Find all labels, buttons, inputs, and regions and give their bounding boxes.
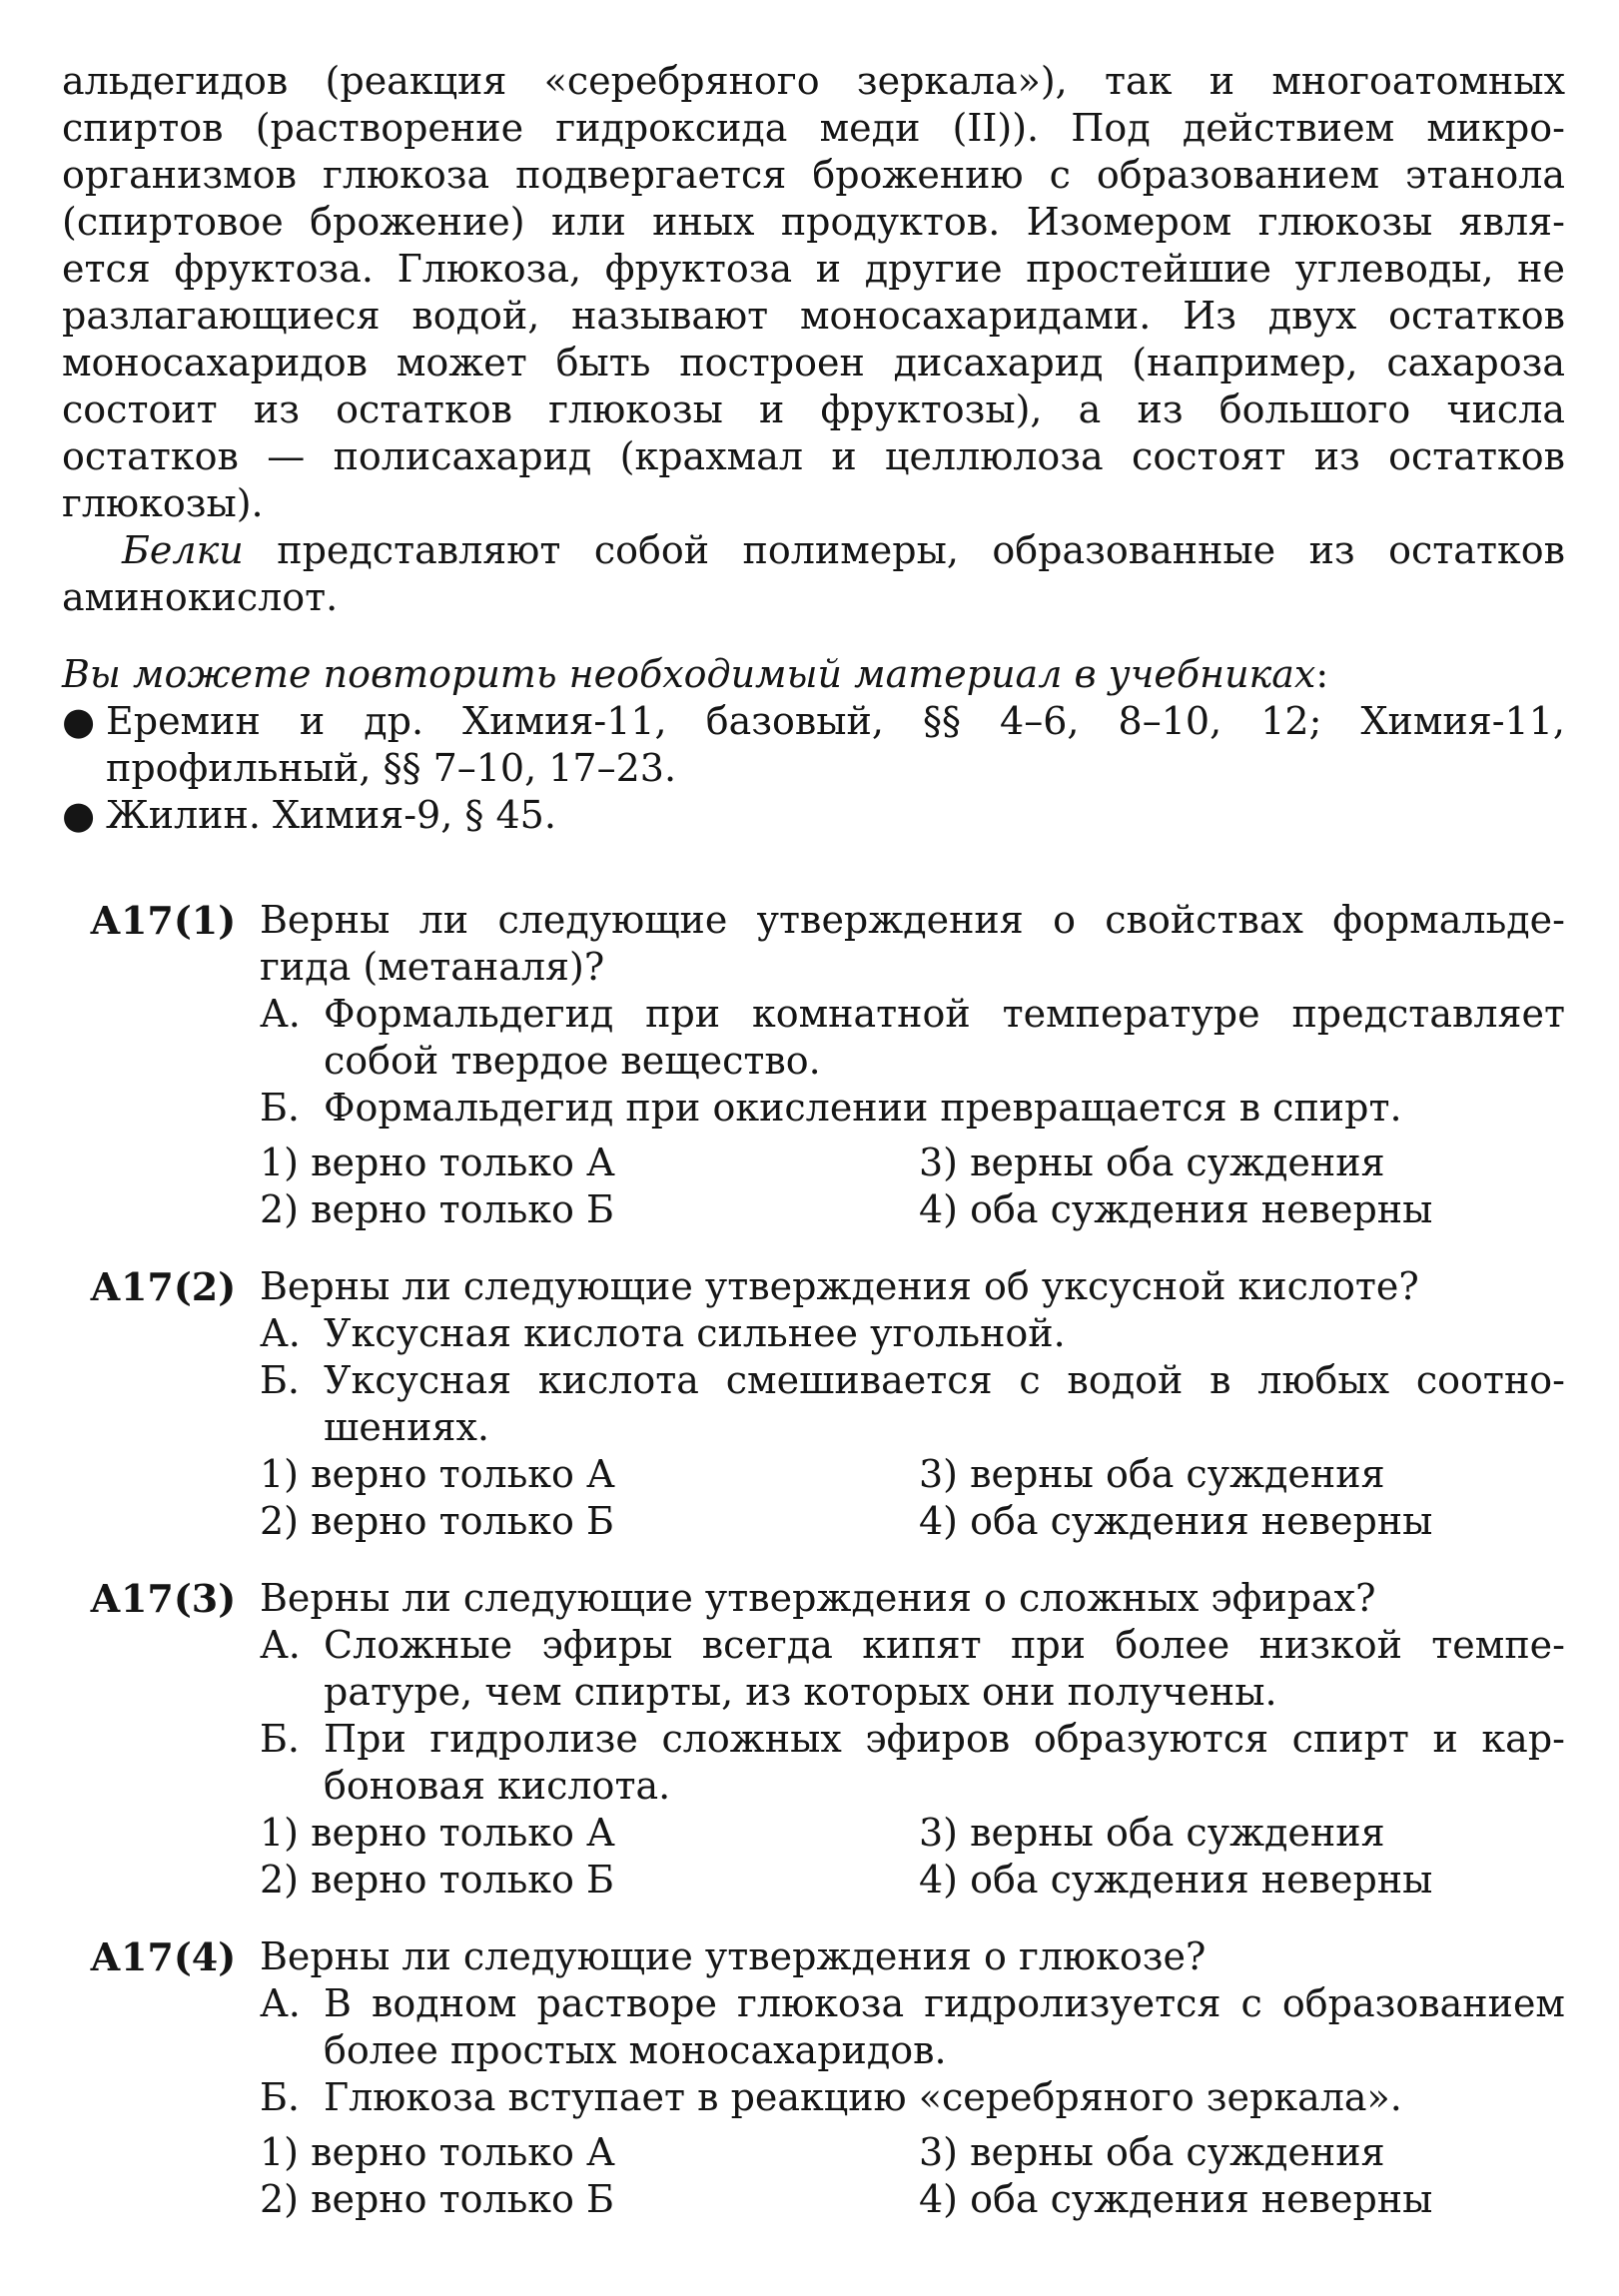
question-text: Верны ли следующие утверждения о сложных эфирах? (260, 1576, 1376, 1620)
answer-option-4[interactable]: 4) оба суждения неверны (919, 1187, 1433, 1231)
statement-text: ратуре, чем спирты, из которых они получены. (324, 1670, 1277, 1714)
statement-text: Формальдегид при окислении превращается в спирт. (324, 1086, 1402, 1130)
answer-options (260, 1810, 1565, 1904)
answer-option-1[interactable]: 1) верно только А (260, 2130, 615, 2174)
answer-option-4[interactable]: 4) оба суждения неверны (919, 1858, 1433, 1902)
answer-option-2[interactable]: 2) верно только Б (260, 1499, 614, 1543)
statement-letter: Б. (260, 1358, 301, 1402)
text-line: альдегидов (реакция «серебряного зеркала»), так и многоатомных (62, 59, 1565, 103)
statement-a (260, 991, 1565, 1038)
answer-option-2[interactable]: 2) верно только Б (260, 1858, 614, 1902)
text-line (62, 527, 1565, 574)
task-code: А17(2) (90, 1264, 237, 1309)
question-text: Верны ли следующие утверждения о глюкозе? (260, 1934, 1207, 1978)
statement-text: шениях. (324, 1405, 489, 1449)
statement-text: Уксусная кислота смешивается с водой в любых соотно- (324, 1358, 1565, 1402)
task-code: А17(1) (90, 898, 237, 943)
task-a17-4 (62, 1933, 1565, 2223)
answer-option-3[interactable]: 3) верны оба суждения (919, 1452, 1385, 1496)
proteins-paragraph (62, 527, 1565, 621)
statement-text: Глюкоза вступает в реакцию «серебряного зеркала». (324, 2075, 1402, 2119)
text-line: остатков — полисахарид (крахмал и целлюлоза состоят из остатков (62, 434, 1565, 478)
question-text: Верны ли следующие утверждения об уксусной кислоте? (260, 1264, 1419, 1308)
statement-text: Уксусная кислота сильнее угольной. (324, 1311, 1066, 1355)
answer-option-1[interactable]: 1) верно только А (260, 1452, 615, 1496)
references-lead (62, 651, 1565, 698)
proteins-text: представляют собой полимеры, образованные из остатков (243, 528, 1565, 572)
reference-item (62, 698, 1565, 745)
textbook-page (62, 58, 1565, 2223)
answer-option-3[interactable]: 3) верны оба суждения (919, 1811, 1385, 1855)
answer-option-1[interactable]: 1) верно только А (260, 1141, 615, 1184)
answer-options (260, 2129, 1565, 2223)
answer-option-3[interactable]: 3) верны оба суждения (919, 2130, 1385, 2174)
statement-text: В водном растворе глюкоза гидролизуется с образованием (324, 1981, 1565, 2025)
statement-text: собой твердое вещество. (324, 1039, 821, 1083)
task-a17-2 (62, 1263, 1565, 1545)
text-line: разлагающиеся водой, называют моносахаридами. Из двух остатков (62, 294, 1565, 338)
text-line: спиртов (растворение гидроксида меди (II)). Под действием микро- (62, 106, 1565, 150)
task-code: А17(3) (90, 1576, 237, 1621)
text-line: состоит из остатков глюкозы и фруктозы), а из большого числа (62, 387, 1565, 431)
answer-option-4[interactable]: 4) оба суждения неверны (919, 2177, 1433, 2221)
statement-a (260, 1310, 1565, 1357)
answer-options (260, 1451, 1565, 1545)
textbook-references (62, 651, 1565, 839)
references-lead-colon: : (1315, 652, 1329, 696)
text-line: (спиртовое брожение) или иных продуктов. Изомером глюкозы явля- (62, 200, 1565, 244)
answer-option-2[interactable]: 2) верно только Б (260, 1187, 614, 1231)
reference-text: профильный, §§ 7–10, 17–23. (106, 746, 677, 790)
answer-options (260, 1140, 1565, 1233)
statement-text: При гидролизе сложных эфиров образуются спирт и кар- (324, 1717, 1565, 1761)
answer-option-2[interactable]: 2) верно только Б (260, 2177, 614, 2221)
statement-b (260, 1716, 1565, 1763)
statement-letter: Б. (260, 1717, 301, 1761)
proteins-term: Белки (122, 528, 244, 572)
text-line: глюкозы). (62, 481, 264, 525)
text-line: ется фруктоза. Глюкоза, фруктоза и другие простейшие углеводы, не (62, 247, 1565, 291)
text-line: аминокислот. (62, 575, 339, 619)
statement-b (260, 1085, 1565, 1132)
task-a17-1 (62, 897, 1565, 1233)
answer-option-1[interactable]: 1) верно только А (260, 1811, 615, 1855)
statement-text: боновая кислота. (324, 1764, 671, 1808)
statement-text: более простых моносахаридов. (324, 2028, 947, 2072)
question-text: гида (метаналя)? (260, 945, 605, 989)
statement-text: Сложные эфиры всегда кипят при более низкой темпе- (324, 1623, 1565, 1667)
statement-letter: А. (260, 992, 301, 1036)
text-line: организмов глюкоза подвергается брожению с образованием этанола (62, 153, 1565, 197)
statement-b (260, 1357, 1565, 1404)
answer-option-4[interactable]: 4) оба суждения неверны (919, 1499, 1433, 1543)
references-lead-text: Вы можете повторить необходимый материал в учебниках (62, 652, 1316, 696)
text-line: моносахаридов может быть построен дисахарид (например, сахароза (62, 341, 1565, 384)
task-code: А17(4) (90, 1934, 237, 1979)
statement-letter: Б. (260, 2075, 301, 2119)
statement-letter: А. (260, 1311, 301, 1355)
statement-b (260, 2074, 1565, 2121)
statement-a (260, 1980, 1565, 2027)
task-a17-3 (62, 1575, 1565, 1904)
reference-item (62, 792, 1565, 839)
statement-letter: А. (260, 1623, 301, 1667)
intro-paragraph (62, 58, 1565, 527)
bullet-icon: ● (62, 793, 96, 837)
question-text: Верны ли следующие утверждения о свойствах формальде- (260, 898, 1565, 942)
reference-text: Жилин. Химия-9, § 45. (106, 793, 556, 837)
bullet-icon: ● (62, 699, 96, 743)
statement-text: Формальдегид при комнатной температуре представляет (324, 992, 1565, 1036)
answer-option-3[interactable]: 3) верны оба суждения (919, 1141, 1385, 1184)
statement-letter: Б. (260, 1086, 301, 1130)
statement-letter: А. (260, 1981, 301, 2025)
statement-a (260, 1622, 1565, 1669)
reference-text: Еремин и др. Химия-11, базовый, §§ 4–6, 8–10, 12; Химия-11, (106, 699, 1565, 743)
